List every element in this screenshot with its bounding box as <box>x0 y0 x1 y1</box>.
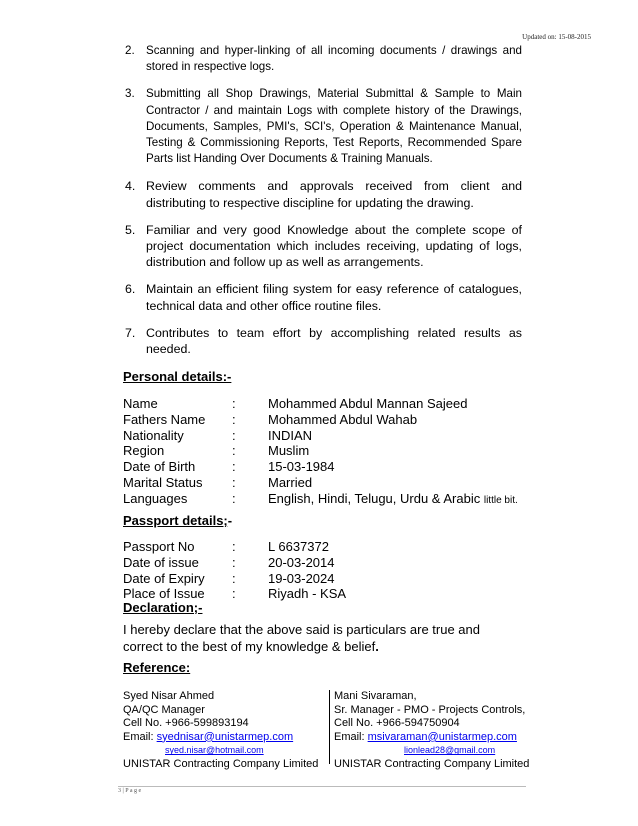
reference-email-line <box>123 731 328 745</box>
page-number: 3 | P a g e <box>118 788 142 794</box>
list-text: Review comments and approvals received from client and distributing to respective discipline for updating the drawing. <box>146 179 522 210</box>
list-item <box>125 86 522 167</box>
list-item <box>125 281 522 313</box>
separator: : <box>232 459 236 475</box>
field-value <box>268 491 518 509</box>
field-label: Passport No <box>123 539 195 554</box>
field-value: Muslim <box>268 443 310 459</box>
email-label: Email: <box>123 730 157 743</box>
list-text: Scanning and hyper-linking of all incoming documents / drawings and stored in respective logs. <box>146 44 522 74</box>
field-label: Languages <box>123 490 188 506</box>
list-item <box>125 43 522 75</box>
passport-heading-text: Passport details; <box>123 513 228 528</box>
separator: : <box>232 411 236 427</box>
declaration-body: I hereby declare that the above said is particulars are true and correct to the best of my knowledge & belief <box>123 622 480 654</box>
reference-left <box>123 690 328 772</box>
reference-email2-line <box>334 744 534 758</box>
separator: : <box>232 443 236 459</box>
email-label: Email: <box>334 730 368 743</box>
separator: : <box>232 474 236 490</box>
reference-email-line <box>334 731 534 745</box>
field-label: Fathers Name <box>123 411 206 427</box>
reference-title: QA/QC Manager <box>123 703 205 716</box>
list-number: 2. <box>125 44 135 57</box>
list-number: 3. <box>125 87 135 101</box>
list-text: Contributes to team effort by accomplishing related results as needed. <box>146 325 522 357</box>
field-label: Date of Expiry <box>123 570 205 586</box>
field-value: Married <box>268 474 313 490</box>
email-link[interactable]: msivaraman@unistarmep.com <box>367 730 517 743</box>
email-link-secondary[interactable]: syed.nisar@hotmail.com <box>165 745 264 756</box>
list-text: Submitting all Shop Drawings, Material Submittal & Sample to Main Contractor / and maintain Logs with complete history of the Drawings, Documents, Samples, PMI's, SCI's, Operation & Maintenance Manual, Testing & Commissioning Reports, Test Reports, Recommended Spare Parts list Handing Over Documents & Training Manuals. <box>146 87 522 166</box>
list-number: 6. <box>125 282 136 297</box>
reference-email2-line <box>123 744 328 758</box>
list-number: 4. <box>125 179 136 194</box>
reference-heading: Reference: <box>123 660 191 675</box>
field-value: L 6637372 <box>268 539 329 554</box>
separator: : <box>232 396 236 411</box>
reference-title: Sr. Manager - PMO - Projects Controls, <box>334 703 526 716</box>
footer-divider <box>118 786 526 787</box>
separator: : <box>232 586 236 602</box>
declaration-text <box>123 621 523 655</box>
field-label: Place of Issue <box>123 586 205 602</box>
separator: : <box>232 427 236 443</box>
reference-right <box>334 690 534 772</box>
field-label: Marital Status <box>123 474 203 490</box>
separator: : <box>232 539 236 554</box>
list-number: 7. <box>125 325 136 340</box>
field-label: Name <box>123 396 158 411</box>
email-link[interactable]: syednisar@unistarmep.com <box>156 730 294 743</box>
reference-divider <box>329 690 330 764</box>
field-label: Date of issue <box>123 554 199 570</box>
declaration-heading: Declaration;- <box>123 600 203 615</box>
list-text: Maintain an efficient filing system for easy reference of catalogues, technical data and other office routine files. <box>146 282 522 313</box>
list-item <box>125 178 522 210</box>
passport-heading-tail: - <box>227 513 233 528</box>
list-number: 5. <box>125 222 136 237</box>
updated-date: Updated on: 15-08-2015 <box>522 33 591 41</box>
separator: : <box>232 490 236 506</box>
field-value: Riyadh - KSA <box>268 586 347 602</box>
field-label: Region <box>123 443 165 459</box>
field-value: Mohammed Abdul Wahab <box>268 411 418 427</box>
passport-details-heading <box>123 513 232 528</box>
reference-cell: Cell No. +966-599893194 <box>123 717 249 730</box>
separator: : <box>232 554 236 570</box>
field-value: 20-03-2014 <box>268 554 335 570</box>
reference-company: UNISTAR Contracting Company Limited <box>334 757 530 770</box>
languages-value: English, Hindi, Telugu, Urdu & Arabic <box>268 490 481 506</box>
personal-details-heading: Personal details:- <box>123 369 232 384</box>
languages-note: little bit. <box>483 494 518 506</box>
field-value: INDIAN <box>268 427 313 443</box>
list-item <box>125 222 522 271</box>
field-value: Mohammed Abdul Mannan Sajeed <box>268 396 468 411</box>
reference-cell: Cell No. +966-594750904 <box>334 717 460 730</box>
field-value: 15-03-1984 <box>268 459 335 475</box>
reference-name: Syed Nisar Ahmed <box>123 690 215 702</box>
list-text: Familiar and very good Knowledge about the complete scope of project documentation which includes receiving, updating of logs, distribution and follow up as well as arrangements. <box>146 222 522 270</box>
field-value: 19-03-2024 <box>268 570 335 586</box>
field-label: Date of Birth <box>123 459 196 475</box>
list-item <box>125 325 522 357</box>
field-label: Nationality <box>123 427 184 443</box>
separator: : <box>232 570 236 586</box>
declaration-end: . <box>375 639 379 654</box>
reference-name: Mani Sivaraman, <box>334 690 417 702</box>
email-link-secondary[interactable]: lionlead28@gmail.com <box>404 745 496 756</box>
duties-list <box>125 43 522 368</box>
reference-company: UNISTAR Contracting Company Limited <box>123 757 319 770</box>
